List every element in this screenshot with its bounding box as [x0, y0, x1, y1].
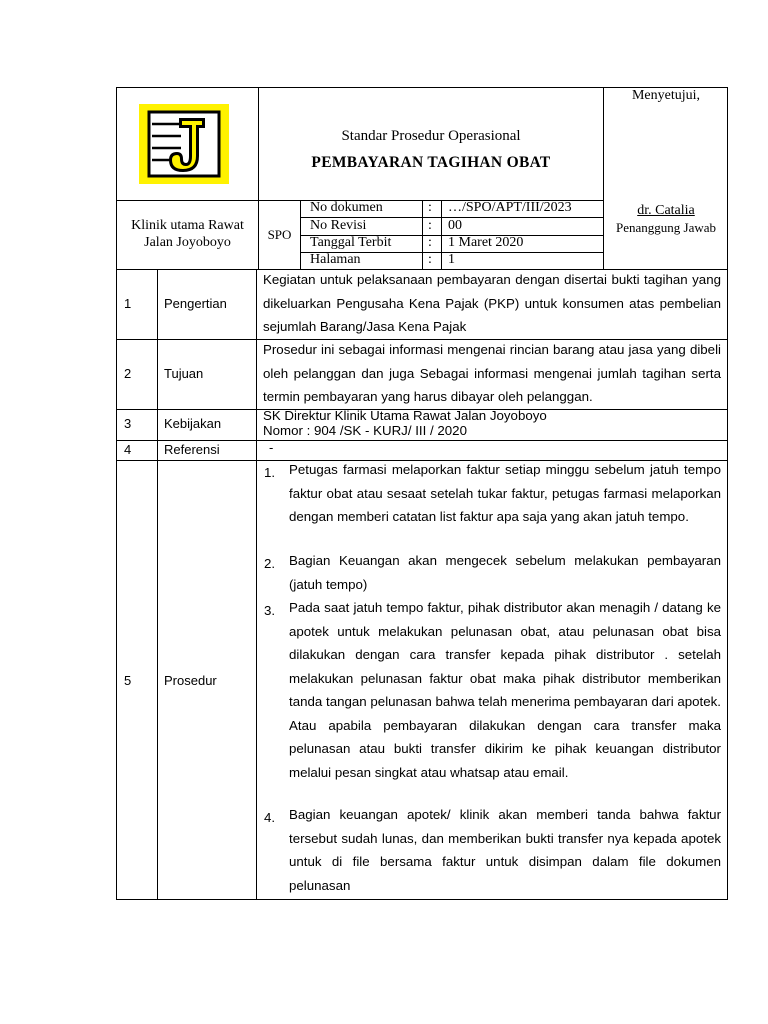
meta-label: Tanggal Terbit — [310, 235, 392, 250]
step-number: 3. — [264, 603, 276, 618]
step-text — [264, 803, 721, 897]
clinic-name-line1: Klinik utama Rawat — [131, 218, 244, 233]
step-number: 2. — [264, 556, 276, 571]
meta-separator: : — [428, 235, 432, 250]
header-divider — [603, 87, 604, 269]
meta-value: …/SPO/APT/III/2023 — [448, 200, 572, 215]
column-divider — [256, 269, 257, 900]
row-number: 4 — [124, 442, 132, 457]
row-content-pengertian: Kegiatan untuk pelaksanaan pembayaran dengan disertai bukti tagihan yang dikeluarkan Pengusaha Kena Pajak (PKP) untuk konsumen atas pembelian sejumlah Barang/Jasa Kena Pajak — [263, 272, 721, 334]
document-title: PEMBAYARAN TAGIHAN OBAT — [311, 154, 551, 171]
spo-label: SPO — [267, 227, 292, 242]
row-label-tujuan: Tujuan — [164, 366, 204, 381]
row-label-referensi: Referensi — [164, 442, 220, 457]
step-text-content: Pada saat jatuh tempo faktur, pihak distributor akan menagih / datang ke apotek untuk melakukan pelunasan obat, atau pelunasan obat bisa dilakukan dengan cara transfer kepada pihak distributor . setelah melakukan pelunasan faktur obat maka pihak distributor memberikan tanda tangan pelunasan bahwa telah menerima pembayaran dari apotek. Atau apabila pembayaran dilakukan dengan cara transfer maka pelunasan atau bukti transfer dikirim ke pihak keuangan distributor melalui pesan singkat atau whatsap atau email. — [289, 600, 721, 780]
reference-content: - — [269, 440, 274, 455]
approval-label: Menyetujui, — [631, 88, 701, 103]
meta-label: No Revisi — [310, 218, 367, 233]
meta-separator: : — [428, 252, 432, 267]
clinic-logo — [139, 104, 229, 184]
step-text-content: Petugas farmasi melaporkan faktur setiap minggu sebelum jatuh tempo faktur obat atau sesaat setelah tukar faktur, petugas farmasi melaporkan dengan memberi catatan list faktur apa saja yang akan jatuh tempo. — [289, 462, 721, 524]
policy-line: SK Direktur Klinik Utama Rawat Jalan Joyoboyo — [263, 408, 547, 423]
column-divider — [157, 269, 158, 900]
meta-value: 1 Maret 2020 — [448, 235, 524, 250]
clinic-name-line2: Jalan Joyoboyo — [144, 235, 231, 250]
meta-separator: : — [428, 200, 432, 215]
step-number: 1. — [264, 465, 276, 480]
meta-label: Halaman — [310, 252, 361, 267]
row-number: 3 — [124, 416, 132, 431]
row-label-pengertian: Pengertian — [164, 296, 227, 311]
row-divider — [116, 440, 728, 441]
step-text — [264, 458, 721, 529]
meta-label: No dokumen — [310, 200, 383, 215]
meta-value: 00 — [448, 218, 462, 233]
approver-name: dr. Catalia — [637, 203, 695, 218]
step-number: 4. — [264, 810, 276, 825]
row-label-prosedur: Prosedur — [164, 673, 217, 688]
policy-number: Nomor : 904 /SK - KURJ/ III / 2020 — [263, 423, 467, 438]
approver-role: Penanggung Jawab — [615, 220, 716, 235]
row-number: 1 — [124, 296, 132, 311]
step-text-content: Bagian keuangan apotek/ klinik akan memberi tanda bahwa faktur tersebut sudah lunas, dan memberikan bukti transfer nya kepada apotek untuk di file bersama faktur untuk disimpan dalam file dokumen pelunasan — [289, 807, 721, 893]
row-content-tujuan: Prosedur ini sebagai informasi mengenai rincian barang atau jasa yang dibeli oleh pelanggan dan juga Sebagai informasi mengenai jumlah tagihan serta termin pembayaran yang harus dibayar oleh pelanggan. — [263, 342, 721, 404]
step-text-content: Bagian Keuangan akan mengecek sebelum melakukan pembayaran (jatuh tempo) — [289, 553, 721, 592]
step-text — [264, 596, 721, 784]
step-text — [264, 549, 721, 596]
row-number: 5 — [124, 673, 132, 688]
row-number: 2 — [124, 366, 132, 381]
row-label-kebijakan: Kebijakan — [164, 416, 222, 431]
meta-separator: : — [428, 218, 432, 233]
document-type: Standar Prosedur Operasional — [341, 128, 521, 144]
meta-value: 1 — [448, 252, 455, 267]
